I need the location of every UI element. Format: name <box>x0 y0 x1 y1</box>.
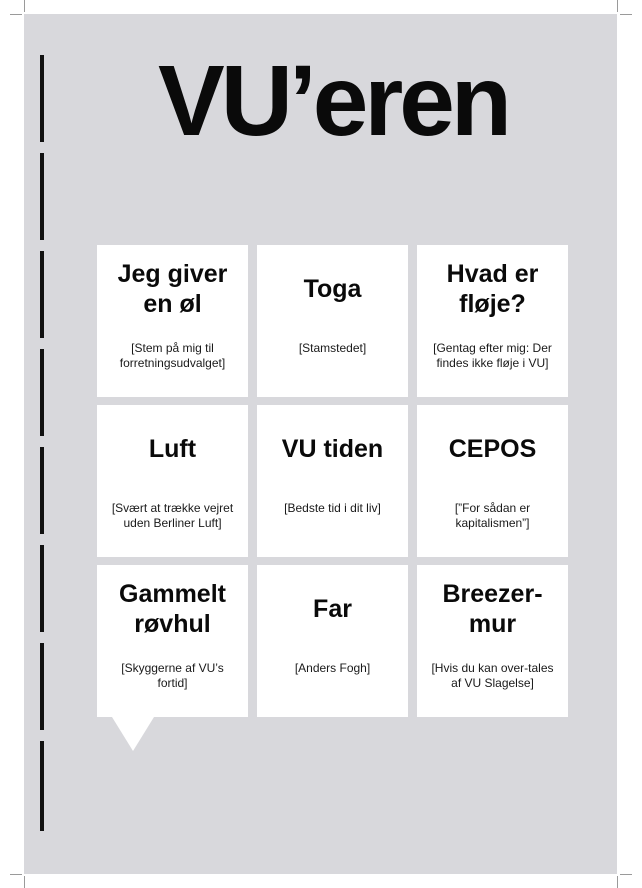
crop-mark <box>24 0 25 12</box>
left-bar-segment <box>40 545 44 632</box>
card-subtitle: [Stamstedet] <box>298 341 367 355</box>
speech-bubble-tail <box>112 717 154 751</box>
left-bar-segment <box>40 349 44 436</box>
card-subtitle: [Skyggerne af VU’s fortid] <box>121 661 224 690</box>
crop-mark <box>620 874 632 875</box>
left-bar-segment <box>40 447 44 534</box>
page-title: VU’eren <box>158 45 508 157</box>
card-subtitle: [Gentag efter mig: Der findes ikke fløje i VU] <box>433 341 552 370</box>
crop-mark <box>24 876 25 888</box>
card-title: Luft <box>148 435 197 463</box>
card-luft <box>97 405 248 557</box>
card-title: VU tiden <box>281 435 384 463</box>
left-bar-segment <box>40 741 44 831</box>
card-title: Toga <box>303 275 362 303</box>
card-jeg-giver-en-ol <box>97 245 248 397</box>
card-subtitle: [Bedste tid i dit liv] <box>284 501 381 515</box>
card-hvad-er-floje <box>417 245 568 397</box>
left-bar-segment <box>40 643 44 730</box>
crop-mark <box>10 14 22 15</box>
card-far <box>257 565 408 717</box>
card-gammelt-rovhul <box>97 565 248 717</box>
card-title: Hvad er fløje? <box>446 260 539 318</box>
card-grid <box>97 245 568 717</box>
card-title: Jeg giver en øl <box>117 260 228 318</box>
left-bar-segment <box>40 251 44 338</box>
card-cepos <box>417 405 568 557</box>
left-bar-segment <box>40 153 44 240</box>
card-subtitle: [Stem på mig til forretningsudvalget] <box>119 341 226 370</box>
card-title: CEPOS <box>448 435 537 463</box>
crop-mark <box>620 14 632 15</box>
card-subtitle: [”For sådan er kapitalismen”] <box>454 501 531 530</box>
card-vu-tiden <box>257 405 408 557</box>
crop-mark <box>617 876 618 888</box>
card-subtitle: [Anders Fogh] <box>294 661 371 675</box>
card-subtitle: [Hvis du kan over-tales af VU Slagelse] <box>431 661 554 690</box>
card-title: Breezer-mur <box>442 580 543 638</box>
card-toga <box>257 245 408 397</box>
crop-mark <box>617 0 618 12</box>
card-title: Far <box>313 595 352 623</box>
card-subtitle: [Svært at trække vejret uden Berliner Luft] <box>111 501 234 530</box>
card-breezer-mur <box>417 565 568 717</box>
crop-mark <box>10 874 22 875</box>
card-title: Gammelt røvhul <box>119 580 226 638</box>
